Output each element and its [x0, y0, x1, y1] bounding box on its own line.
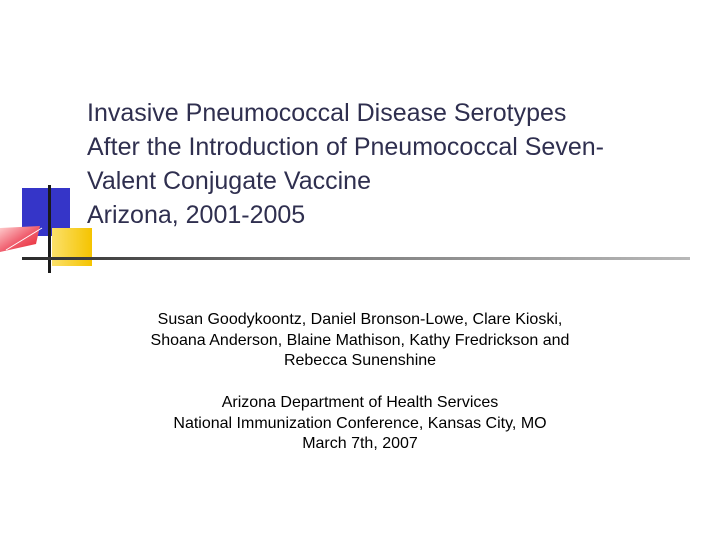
authors-line: Shoana Anderson, Blaine Mathison, Kathy Fredrickson and: [150, 331, 570, 349]
red-wedge: [0, 226, 40, 252]
slide-title: [87, 96, 687, 232]
affiliation-line: Arizona Department of Health Services: [221, 394, 499, 411]
authors-block: [60, 310, 660, 372]
title-line: After the Introduction of Pneumococcal Seven-: [87, 133, 604, 161]
horizontal-rule: [22, 257, 690, 260]
yellow-block: [52, 228, 92, 266]
authors-line: Rebecca Sunenshine: [283, 352, 437, 369]
title-line: Arizona, 2001-2005: [87, 201, 306, 229]
date-line: March 7th, 2007: [302, 435, 418, 452]
authors-line: Susan Goodykoontz, Daniel Bronson-Lowe, Clare Kioski,: [157, 311, 563, 328]
title-line: Invasive Pneumococcal Disease Serotypes: [87, 99, 567, 127]
title-line: Valent Conjugate Vaccine: [87, 167, 371, 195]
affiliation-block: [60, 393, 660, 455]
conference-line: National Immunization Conference, Kansas City, MO: [173, 414, 547, 432]
